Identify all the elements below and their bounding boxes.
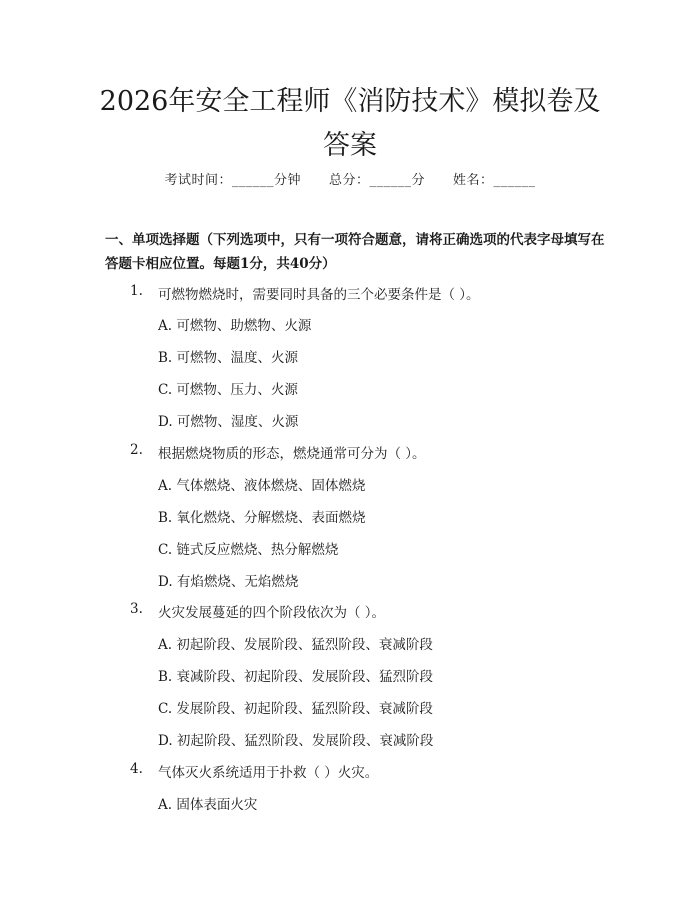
section-heading: 一、单项选择题（下列选项中，只有一项符合题意，请将正确选项的代表字母填写在答题卡相应位置。每题1分，共40分） (105, 232, 605, 272)
option-2c: C. 链式反应燃烧、热分解燃烧 (158, 542, 339, 558)
question-text: 可燃物燃烧时，需要同时具备的三个必要条件是（ ）。 (158, 287, 480, 303)
option-3b: B. 衰减阶段、初起阶段、发展阶段、猛烈阶段 (158, 669, 434, 685)
exam-info-line (0, 169, 700, 188)
exam-title: 2026年安全工程师《消防技术》模拟卷及答案 (99, 86, 601, 161)
option-4a: A. 固体表面火灾 (158, 797, 258, 813)
option-1b: B. 可燃物、温度、火源 (158, 350, 299, 366)
question-number: 1. (130, 283, 143, 299)
option-2b: B. 氧化燃烧、分解燃烧、表面燃烧 (158, 510, 366, 526)
name-field: 姓名：______ (453, 173, 536, 188)
option-3d: D. 初起阶段、猛烈阶段、发展阶段、衰减阶段 (158, 733, 434, 749)
option-3a: A. 初起阶段、发展阶段、猛烈阶段、衰减阶段 (158, 637, 433, 653)
question-text: 根据燃烧物质的形态，燃烧通常可分为（ ）。 (158, 446, 426, 462)
option-2a: A. 气体燃烧、液体燃烧、固体燃烧 (158, 478, 366, 494)
question-number: 2. (130, 442, 143, 458)
option-1a: A. 可燃物、助燃物、火源 (158, 318, 312, 334)
total-score-field: 总分：______分 (328, 173, 425, 188)
question-text: 气体灭火系统适用于扑救（ ）火灾。 (158, 765, 379, 781)
option-3c: C. 发展阶段、初起阶段、猛烈阶段、衰减阶段 (158, 701, 433, 717)
option-2d: D. 有焰燃烧、无焰燃烧 (158, 574, 299, 590)
question-number: 4. (130, 761, 143, 777)
exam-time-field: 考试时间：______分钟 (164, 173, 301, 188)
option-1d: D. 可燃物、湿度、火源 (158, 414, 299, 430)
option-1c: C. 可燃物、压力、火源 (158, 382, 298, 398)
question-number: 3. (130, 601, 143, 617)
question-text: 火灾发展蔓延的四个阶段依次为（ ）。 (158, 605, 386, 621)
